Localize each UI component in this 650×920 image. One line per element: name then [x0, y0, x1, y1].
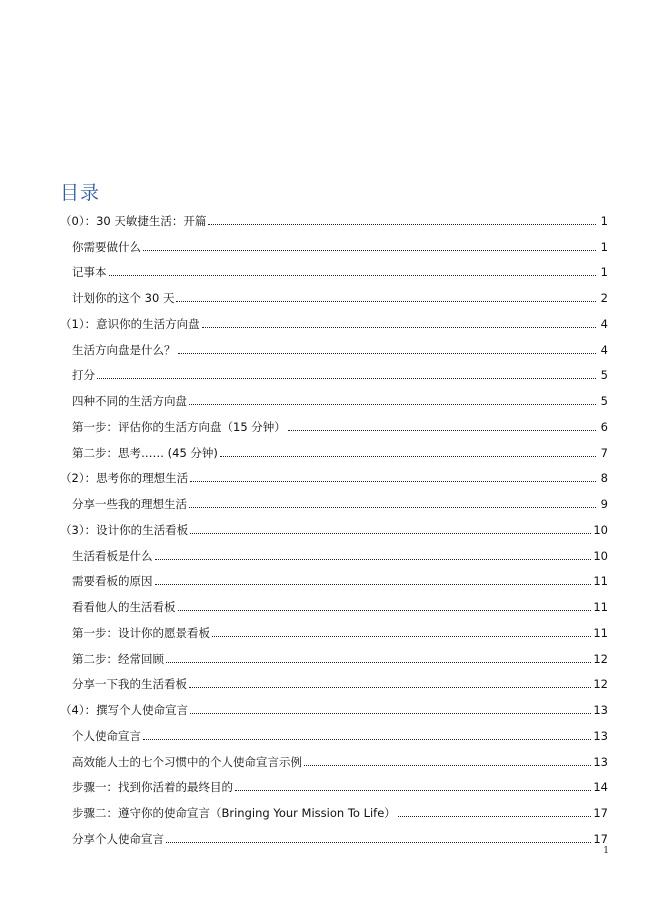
toc-entry[interactable]: [60, 437, 608, 463]
toc-entry-text: （3）：设计你的生活看板: [60, 522, 189, 537]
toc-entry-page: 1: [600, 265, 608, 280]
toc-entry[interactable]: [60, 720, 608, 746]
toc-entry[interactable]: [60, 514, 608, 540]
toc-entry[interactable]: [60, 694, 608, 720]
toc-entry-page: 1: [600, 213, 608, 228]
toc-leader-dots: [155, 584, 592, 585]
toc-entry-page: 13: [593, 728, 608, 743]
toc-entry[interactable]: [60, 463, 608, 489]
toc-entry-text: 步骤一：找到你活着的最终目的: [72, 780, 233, 795]
toc-entry-text: 分享一些我的理想生活: [72, 497, 187, 511]
toc-entry[interactable]: [60, 643, 608, 669]
toc-title: 目录: [60, 182, 101, 204]
toc-leader-dots: [398, 816, 592, 817]
toc-entry[interactable]: [60, 488, 608, 514]
toc-entry-text: 步骤二：遵守你的使命宣言（Bringing Your Mission To Life）: [72, 806, 396, 820]
toc-leader-dots: [190, 713, 591, 714]
toc-leader-dots: [97, 378, 596, 379]
toc-leader-dots: [189, 507, 596, 508]
toc-leader-dots: [143, 739, 591, 740]
toc-entry-text: 分享一下我的生活看板: [72, 677, 187, 692]
toc-entry-page: 8: [600, 471, 608, 486]
toc-entry[interactable]: [60, 231, 608, 257]
toc-entry[interactable]: [60, 669, 608, 695]
toc-entry-page: 6: [600, 419, 608, 434]
toc-leader-dots: [166, 842, 591, 843]
toc-leader-dots: [220, 456, 596, 457]
toc-leader-dots: [189, 687, 591, 688]
toc-leader-dots: [176, 301, 596, 302]
toc-leader-dots: [190, 533, 591, 534]
toc-entry-page: 10: [593, 548, 608, 563]
toc-entry[interactable]: [60, 308, 608, 334]
toc-entry-text: （2）：思考你的理想生活: [60, 471, 189, 486]
toc-entry-text: 第一步：评估你的生活方向盘（15 分钟）: [72, 419, 286, 434]
toc-entry-page: 13: [593, 754, 608, 769]
toc-entry-page: 5: [600, 368, 608, 383]
toc-entry-page: 17: [593, 831, 608, 846]
toc-entry-page: 11: [593, 600, 608, 614]
toc-entry-text: （1）：意识你的生活方向盘: [60, 316, 200, 331]
toc-entry-page: 14: [593, 780, 608, 795]
toc-entry-page: 4: [600, 342, 608, 357]
toc-leader-dots: [166, 662, 591, 663]
toc-entry-text: 高效能人士的七个习惯中的个人使命宣言示例: [72, 754, 302, 769]
toc-entry-page: 11: [593, 625, 608, 640]
toc-entry[interactable]: [60, 205, 608, 231]
toc-entry[interactable]: [60, 334, 608, 360]
toc-entry-page: 17: [593, 806, 608, 820]
toc-entry-text: 记事本: [72, 265, 107, 280]
toc-entry-page: 11: [593, 574, 608, 589]
toc-leader-dots: [208, 224, 596, 225]
toc-entry[interactable]: [60, 797, 608, 823]
toc-entry-text: 分享个人使命宣言: [72, 831, 164, 846]
toc-leader-dots: [190, 481, 596, 482]
toc-entry[interactable]: [60, 411, 608, 437]
toc-entry-text: 你需要做什么: [72, 239, 141, 254]
toc-leader-dots: [288, 430, 596, 431]
toc-leader-dots: [189, 404, 596, 405]
toc-entry[interactable]: [60, 772, 608, 798]
toc-entry[interactable]: [60, 385, 608, 411]
toc-list: [60, 205, 608, 849]
toc-entry[interactable]: [60, 282, 608, 308]
toc-entry-page: 5: [600, 394, 608, 408]
toc-entry[interactable]: [60, 257, 608, 283]
toc-entry-page: 9: [600, 497, 608, 511]
toc-entry-text: 打分: [72, 368, 95, 383]
toc-entry-text: 第一步：设计你的愿景看板: [72, 625, 210, 640]
toc-entry[interactable]: [60, 566, 608, 592]
toc-leader-dots: [178, 610, 592, 611]
toc-entry-text: 生活看板是什么: [72, 548, 153, 563]
toc-entry-page: 1: [600, 239, 608, 254]
toc-entry-text: 四种不同的生活方向盘: [72, 394, 187, 408]
toc-entry-page: 12: [593, 651, 608, 666]
toc-entry[interactable]: [60, 360, 608, 386]
toc-entry-text: 看看他人的生活看板: [72, 600, 176, 614]
toc-entry-text: （0）：30 天敏捷生活：开篇: [60, 213, 207, 228]
toc-entry-page: 2: [600, 291, 608, 305]
toc-entry-page: 7: [600, 445, 608, 460]
toc-entry-text: 第二步：经常回顾: [72, 651, 164, 666]
toc-entry[interactable]: [60, 746, 608, 772]
toc-leader-dots: [212, 636, 591, 637]
toc-entry-text: 个人使命宣言: [72, 728, 141, 743]
toc-entry-page: 10: [593, 522, 608, 537]
toc-entry-text: 第二步：思考…… (45 分钟): [72, 445, 218, 460]
toc-entry-text: 计划你的这个 30 天: [72, 291, 175, 305]
toc-entry-page: 4: [600, 316, 608, 331]
page-number: 1: [603, 846, 609, 856]
toc-leader-dots: [235, 790, 591, 791]
toc-entry[interactable]: [60, 823, 608, 849]
toc-entry-text: 生活方向盘是什么？: [72, 342, 176, 357]
toc-entry-text: （4）：撰写个人使命宣言: [60, 703, 189, 717]
toc-entry[interactable]: [60, 540, 608, 566]
toc-entry-page: 13: [593, 703, 608, 717]
toc-leader-dots: [155, 559, 592, 560]
toc-entry[interactable]: [60, 617, 608, 643]
toc-leader-dots: [304, 765, 591, 766]
toc-leader-dots: [143, 250, 596, 251]
toc-entry[interactable]: [60, 591, 608, 617]
toc-entry-text: 需要看板的原因: [72, 574, 153, 589]
toc-leader-dots: [202, 327, 596, 328]
toc-leader-dots: [178, 353, 597, 354]
toc-entry-page: 12: [593, 677, 608, 692]
toc-leader-dots: [109, 275, 597, 276]
